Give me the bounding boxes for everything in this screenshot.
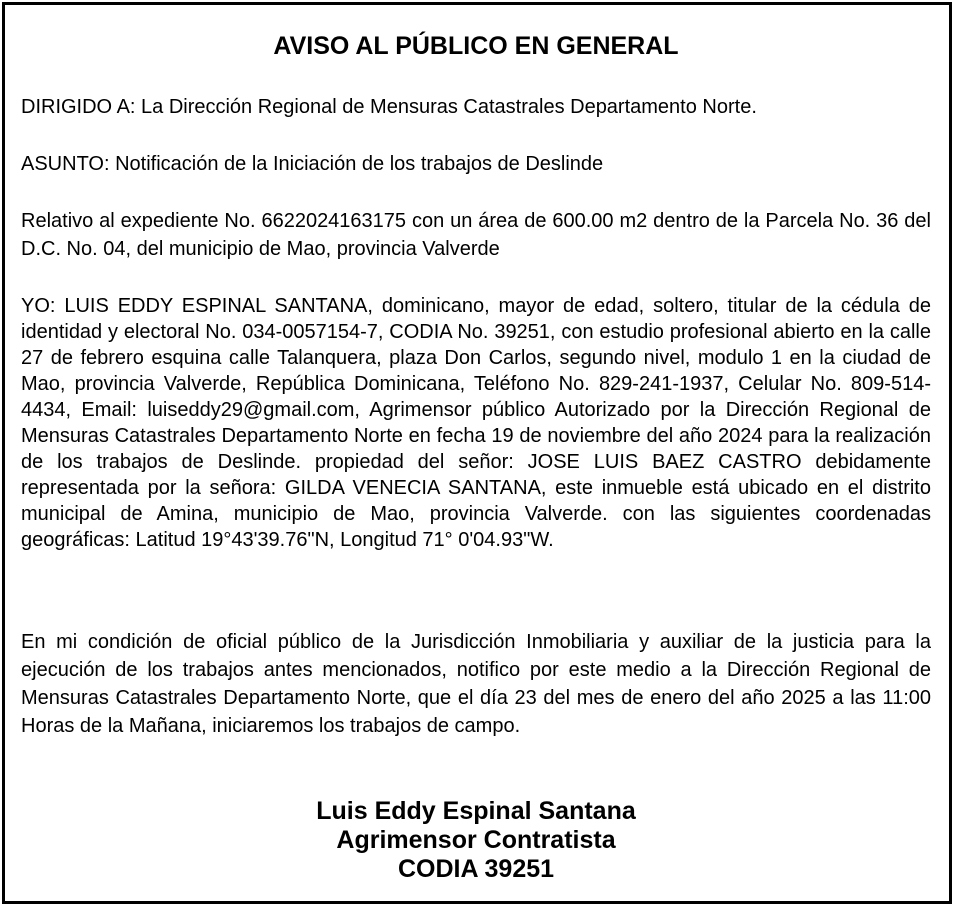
signature-codia: CODIA 39251 <box>397 855 555 883</box>
declaration-paragraph: YO: LUIS EDDY ESPINAL SANTANA, dominicano, mayor de edad, soltero, titular de la cédula de identidad y electoral No. 034-0057154-7, CODIA No. 39251, con estudio profesional abierto en la calle 27 de febrero esquina calle Talanquera, plaza Don Carlos, segundo nivel, modulo 1 en la ciudad de Mao, provincia Valverde, República Dominicana, Teléfono No. 829-241-1937, Celular No. 809-514-4434, Email: luiseddy29@gmail.com, Agrimensor público Autorizado por la Dirección Regional de Mensuras Catastrales Departamento Norte en fecha 19 de noviembre del año 2024 para la realización de los trabajos de Deslinde. propiedad del señor: JOSE LUIS BAEZ CASTRO debidamente representada por la señora: GILDA VENECIA SANTANA, este inmueble está ubicado en el distrito municipal de Amina, municipio de Mao, provincia Valverde. con las siguientes coordenadas geográficas: Latitud 19°43'39.76"N, Longitud 71° 0'04.93"W. <box>21 295 931 551</box>
subject-paragraph: ASUNTO: Notificación de la Iniciación de los trabajos de Deslinde <box>21 153 604 175</box>
file-reference-paragraph: Relativo al expediente No. 6622024163175 con un área de 600.00 m2 dentro de la Parcela No. 36 del D.C. No. 04, del municipio de Mao, provincia Valverde <box>21 210 931 260</box>
signature-block <box>21 797 931 884</box>
signature-role: Agrimensor Contratista <box>336 826 616 854</box>
signature-name: Luis Eddy Espinal Santana <box>316 797 636 825</box>
notice-frame <box>2 2 952 904</box>
addressee-paragraph: DIRIGIDO A: La Dirección Regional de Mensuras Catastrales Departamento Norte. <box>21 96 757 118</box>
notice-title: AVISO AL PÚBLICO EN GENERAL <box>273 32 679 60</box>
notification-paragraph: En mi condición de oficial público de la Jurisdicción Inmobiliaria y auxiliar de la justicia para la ejecución de los trabajos antes mencionados, notifico por este medio a la Dirección Regional de Mensuras Catastrales Departamento Norte, que el día 23 del mes de enero del año 2025 a las 11:00 Horas de la Mañana, iniciaremos los trabajos de campo. <box>21 631 931 737</box>
